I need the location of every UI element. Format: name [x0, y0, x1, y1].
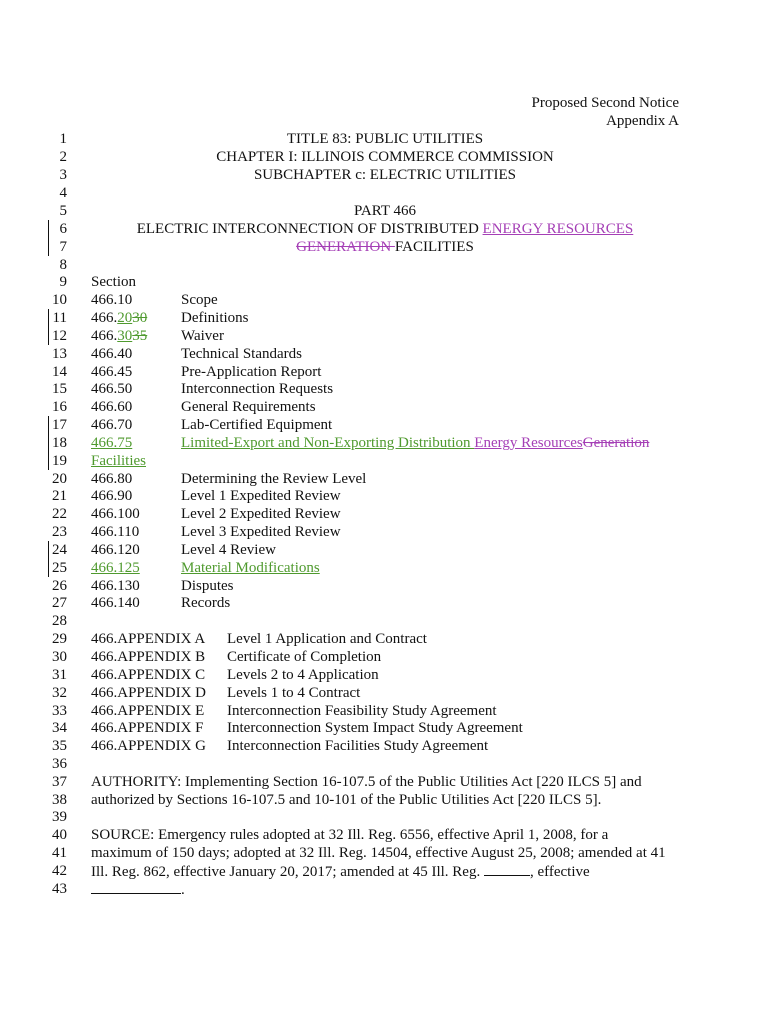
appendix-id: 466.APPENDIX E	[91, 703, 205, 719]
appendix-title: Interconnection System Impact Study Agreement	[227, 720, 523, 736]
header-appendix-line	[0, 112, 770, 130]
line-number: 9	[59, 274, 67, 290]
section-number: 466.40	[91, 346, 133, 362]
title-heading: TITLE 83: PUBLIC UTILITIES	[286, 131, 484, 147]
appendix-title: Interconnection Facilities Study Agreement	[227, 738, 489, 754]
line-number: 31	[52, 667, 67, 683]
toc-row	[0, 398, 770, 416]
toc-row	[0, 380, 770, 398]
line-number: 26	[52, 578, 67, 594]
line-number: 28	[52, 613, 67, 629]
section-title: Records	[181, 595, 231, 611]
authority-line	[0, 773, 770, 791]
toc-row	[0, 470, 770, 488]
doc-line	[0, 184, 770, 202]
line-number: 27	[52, 595, 67, 611]
toc-row	[0, 363, 770, 381]
part-name	[0, 220, 770, 238]
toc-row	[0, 327, 770, 345]
appendix-title: Level 1 Application and Contract	[227, 631, 427, 647]
source-line	[0, 880, 770, 898]
section-title: Level 3 Expedited Review	[181, 524, 341, 540]
authority-text: AUTHORITY: Implementing Section 16-107.5 of the Public Utilities Act [220 ILCS 5] and	[91, 774, 642, 790]
line-number: 24	[52, 542, 67, 558]
section-number-inserted: 466.125	[91, 560, 140, 576]
header-notice: Proposed Second Notice	[531, 95, 679, 111]
line-number: 33	[52, 703, 67, 719]
line-number: 20	[52, 471, 67, 487]
inserted-text: 20	[117, 310, 133, 326]
line-number: 30	[52, 649, 67, 665]
line-number: 39	[52, 809, 67, 825]
doc-line	[0, 256, 770, 274]
line-number: 38	[52, 792, 67, 808]
line-number: 10	[52, 292, 67, 308]
toc-row	[0, 594, 770, 612]
line-number: 22	[52, 506, 67, 522]
section-number	[91, 327, 147, 345]
line-number: 4	[59, 185, 67, 201]
line-number: 6	[59, 221, 67, 237]
source-text-part: , effective	[529, 864, 590, 880]
source-line	[0, 826, 770, 844]
line-number: 14	[52, 364, 67, 380]
inserted-text: 30	[117, 328, 133, 344]
source-text	[91, 880, 185, 899]
source-text	[91, 862, 590, 881]
chapter-heading: CHAPTER I: ILLINOIS COMMERCE COMMISSION	[216, 149, 554, 165]
section-title: Waiver	[181, 328, 224, 344]
section-title: Definitions	[181, 310, 249, 326]
appendix-id: 466.APPENDIX F	[91, 720, 204, 736]
appendix-id: 466.APPENDIX C	[91, 667, 206, 683]
section-number: 466.130	[91, 578, 140, 594]
doc-line	[0, 220, 770, 238]
line-number: 2	[59, 149, 67, 165]
inserted-text: ENERGY RESOURCES	[482, 221, 634, 237]
part-name-cont	[0, 238, 770, 256]
section-number-prefix: 466.	[91, 310, 118, 326]
section-title: Lab-Certified Equipment	[181, 417, 333, 433]
toc-row	[0, 541, 770, 559]
line-number: 1	[59, 131, 67, 147]
doc-line	[0, 166, 770, 184]
doc-line	[0, 130, 770, 148]
appendix-row	[0, 630, 770, 648]
authority-text: authorized by Sections 16-107.5 and 10-101 of the Public Utilities Act [220 ILCS 5].	[91, 792, 602, 808]
inserted-text: Energy Resources	[474, 435, 583, 451]
deleted-text: GENERATION	[296, 239, 395, 255]
appendix-title: Certificate of Completion	[227, 649, 382, 665]
section-number: 466.90	[91, 488, 133, 504]
line-number: 8	[59, 257, 67, 273]
blank-line	[91, 880, 181, 894]
toc-row	[0, 523, 770, 541]
deleted-text: Generation	[582, 435, 650, 451]
section-title: Interconnection Requests	[181, 381, 334, 397]
appendix-id: 466.APPENDIX A	[91, 631, 206, 647]
section-title: Level 4 Review	[181, 542, 276, 558]
section-title: Pre-Application Report	[181, 364, 322, 380]
toc-row	[0, 577, 770, 595]
section-title: Disputes	[181, 578, 234, 594]
appendix-title: Levels 1 to 4 Contract	[227, 685, 361, 701]
section-number: 466.45	[91, 364, 133, 380]
line-number: 13	[52, 346, 67, 362]
line-number: 7	[59, 239, 67, 255]
appendix-row	[0, 684, 770, 702]
doc-line	[0, 808, 770, 826]
toc-row	[0, 416, 770, 434]
appendix-row	[0, 666, 770, 684]
source-text-part: Ill. Reg. 862, effective January 20, 2017; amended at 45 Ill. Reg.	[91, 864, 484, 880]
line-number: 37	[52, 774, 67, 790]
deleted-text: 30	[132, 310, 148, 326]
appendix-row	[0, 737, 770, 755]
header-notice-line	[0, 94, 770, 112]
section-number-inserted: 466.75	[91, 435, 133, 451]
section-number: 466.120	[91, 542, 140, 558]
source-text: maximum of 150 days; adopted at 32 Ill. Reg. 14504, effective August 25, 2008; amended at 41	[91, 845, 666, 861]
deleted-text: 35	[132, 328, 148, 344]
source-line	[0, 862, 770, 880]
subchapter-heading: SUBCHAPTER c: ELECTRIC UTILITIES	[253, 167, 517, 183]
toc-row	[0, 309, 770, 327]
line-number: 3	[59, 167, 67, 183]
section-number	[91, 309, 147, 327]
section-number: 466.80	[91, 471, 133, 487]
appendix-title: Levels 2 to 4 Application	[227, 667, 379, 683]
line-number: 15	[52, 381, 67, 397]
section-number: 466.60	[91, 399, 133, 415]
line-number: 23	[52, 524, 67, 540]
source-line	[0, 844, 770, 862]
section-number-prefix: 466.	[91, 328, 118, 344]
part-heading: PART 466	[353, 203, 417, 219]
line-number: 5	[59, 203, 67, 219]
doc-line	[0, 755, 770, 773]
appendix-title: Interconnection Feasibility Study Agreement	[227, 703, 497, 719]
toc-row	[0, 505, 770, 523]
line-number: 21	[52, 488, 67, 504]
section-title: Technical Standards	[181, 346, 302, 362]
header-appendix: Appendix A	[606, 113, 679, 129]
toc-row	[0, 452, 770, 470]
doc-line	[0, 612, 770, 630]
section-number: 466.110	[91, 524, 140, 540]
toc-row	[0, 345, 770, 363]
section-number: 466.140	[91, 595, 140, 611]
appendix-id: 466.APPENDIX D	[91, 685, 207, 701]
line-number: 11	[52, 310, 67, 326]
section-title-inserted: Material Modifications	[181, 560, 320, 576]
inserted-text: Limited-Export and Non-Exporting Distribution	[181, 435, 475, 451]
line-number: 42	[52, 863, 67, 879]
line-number: 32	[52, 685, 67, 701]
section-title-cont: Facilities	[91, 453, 146, 469]
section-title: Level 2 Expedited Review	[181, 506, 341, 522]
source-text-part: .	[181, 882, 185, 898]
part-name-text: ELECTRIC INTERCONNECTION OF DISTRIBUTED	[136, 221, 483, 237]
doc-line	[0, 148, 770, 166]
authority-line	[0, 791, 770, 809]
line-number: 17	[52, 417, 67, 433]
line-number: 40	[52, 827, 67, 843]
section-title: Scope	[181, 292, 218, 308]
section-title: Determining the Review Level	[181, 471, 367, 487]
line-number: 34	[52, 720, 67, 736]
line-number: 36	[52, 756, 67, 772]
line-number: 25	[52, 560, 67, 576]
doc-line	[0, 273, 770, 291]
toc-row	[0, 487, 770, 505]
part-name-text: FACILITIES	[394, 239, 474, 255]
section-title	[181, 434, 649, 452]
line-number: 43	[52, 881, 67, 897]
line-number: 18	[52, 435, 67, 451]
line-number: 12	[52, 328, 67, 344]
line-number: 29	[52, 631, 67, 647]
blank-line	[484, 862, 530, 876]
line-number: 41	[52, 845, 67, 861]
appendix-id: 466.APPENDIX B	[91, 649, 206, 665]
appendix-row	[0, 648, 770, 666]
toc-row	[0, 559, 770, 577]
line-number: 35	[52, 738, 67, 754]
section-number: 466.70	[91, 417, 133, 433]
appendix-row	[0, 719, 770, 737]
line-number: 19	[52, 453, 67, 469]
toc-row	[0, 291, 770, 309]
section-title: Level 1 Expedited Review	[181, 488, 341, 504]
appendix-id: 466.APPENDIX G	[91, 738, 207, 754]
section-title: General Requirements	[181, 399, 316, 415]
section-number: 466.10	[91, 292, 133, 308]
doc-line	[0, 238, 770, 256]
line-number: 16	[52, 399, 67, 415]
doc-line	[0, 202, 770, 220]
source-text: SOURCE: Emergency rules adopted at 32 Ill. Reg. 6556, effective April 1, 2008, for a	[91, 827, 609, 843]
section-label: Section	[91, 274, 136, 290]
section-number: 466.50	[91, 381, 133, 397]
toc-row	[0, 434, 770, 452]
section-number: 466.100	[91, 506, 140, 522]
appendix-row	[0, 702, 770, 720]
